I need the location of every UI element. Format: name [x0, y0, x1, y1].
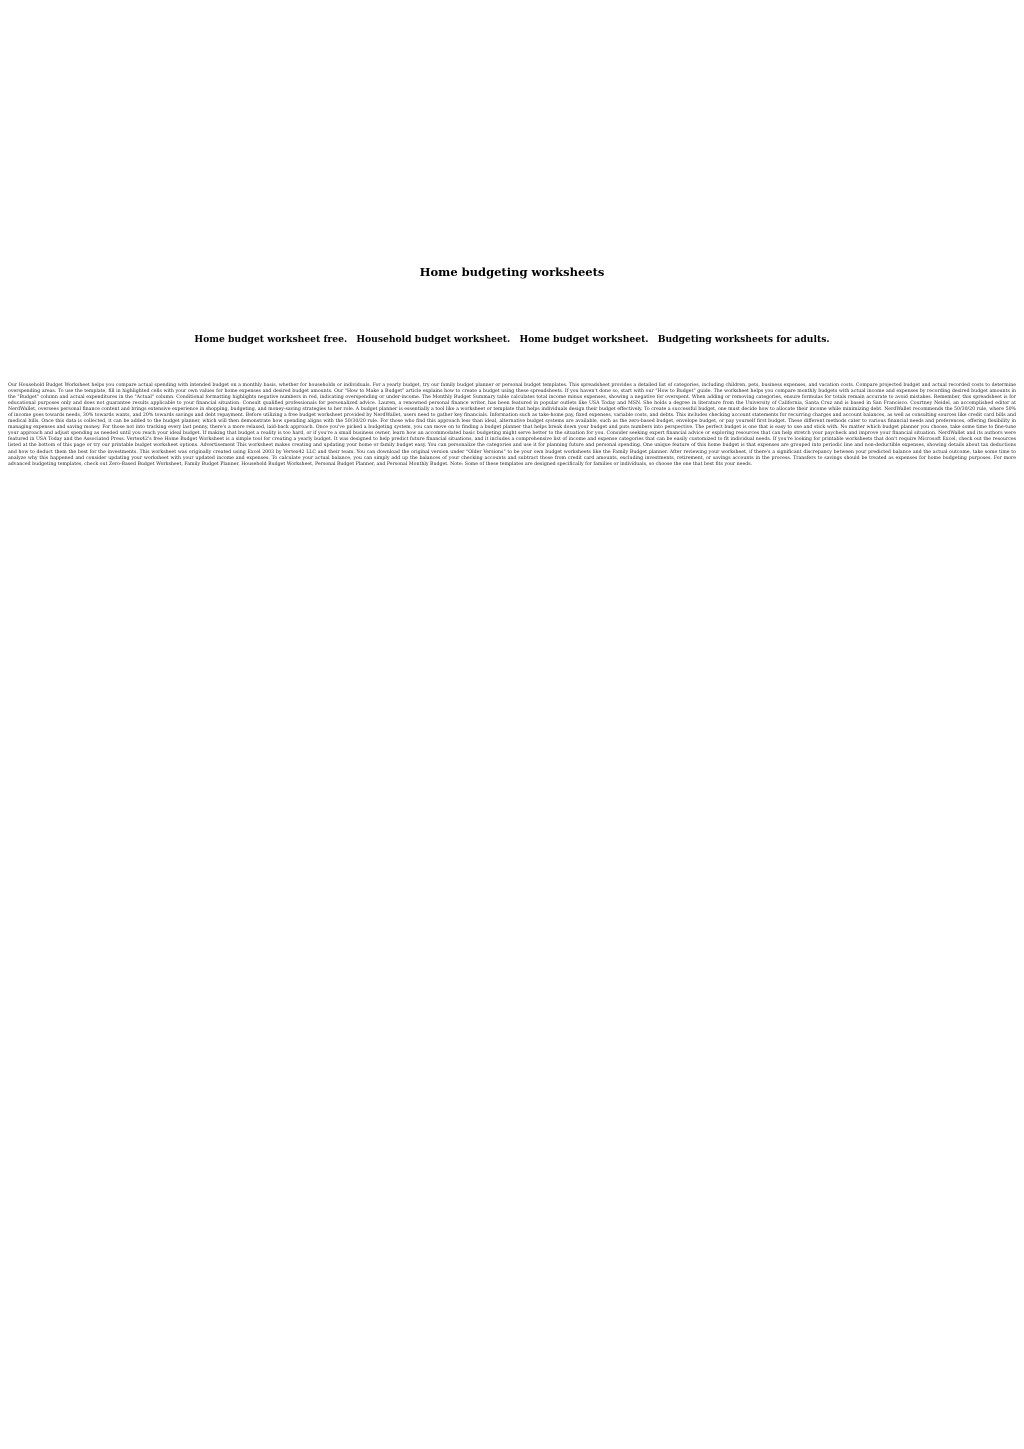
document-title: Home budgeting worksheets — [419, 265, 605, 279]
body-paragraph: Our Household Budget Worksheet helps you compare actual spending with intended budget on a monthly basis, whether for households or individuals. For a yearly budget, try our family budget planner or personal budget templates. This spreadsheet provides a detailed list of categories, including children, pets, business expenses, and vacation costs. Compare projected budget and actual recorded costs to determine overspending areas. To use the template, fill in highlighted cells with your own values for home expenses and desired budget amounts. Our "How to Make a Budget" article explains how to create a budget using these spreadsheets. If you haven't done so, start with our "How to Budget" guide. The worksheet helps you compare monthly budgets with actual income and expenses by recording desired budget amounts in the "Budget" column and actual expenditures in the "Actual" column. Conditional formatting highlights negative numbers in red, indicating overspending or under-income. The Monthly Budget Summary table calculates total income minus expenses, showing a negative for overspent. When adding or removing categories, ensure formulas for totals remain accurate to avoid mistakes. Remember, this spreadsheet is for educational purposes only and does not guarantee results applicable to your financial situation. Consult qualified professionals for personalized advice. Lauren, a renowned personal finance writer, has been featured in popular outlets like USA Today and MSN. She holds a degree in literature from the University of California, Santa Cruz and is based in San Francisco. Courtney Neidel, an accomplished editor at NerdWallet, oversees personal finance content and brings extensive experience in shopping, budgeting, and money-saving strategies to her role. A budget planner is essentially a tool like a worksheet or template that helps individuals design their budget effectively. To create a successful budget, one must decide how to allocate their income while minimizing debt. NerdWallet recommends the 50/30/20 rule, where 50% of income goes towards needs, 30% towards wants, and 20% towards savings and debt repayment. Before utilizing a free budget worksheet provided by NerdWallet, users need to gather key financials. Information such as take-home pay, fixed expenses, variable costs, and debts. This includes checking account statements for recurring charges and account balances, as well as consulting sources like credit card bills and medical bills. Once this data is collected, it can be added to the budget planner, which will then demonstrate how spending aligns with the 50/30/20 rule. For those who find this approach less than ideal, alternative budget systems are available, such as the zero-based budget, envelope budget, or pay yourself first budget. These different methods cater to various financial needs and preferences, offering flexibility in managing expenses and saving money. For those not into tracking every last penny, there's a more relaxed, laid-back approach. Once you've picked a budgeting system, you can move on to finding a budget planner that helps break down your budget and puts numbers into perspective. The perfect budget is one that is easy to use and stick with. No matter which budget planner you choose, take some time to fine-tune your approach and adjust spending as needed until you reach your ideal budget. If making that budget a reality is too hard, or if you're a small business owner, learn how an accommodated basic budgeting might serve better to the situation for you. Consider seeking expert financial advice or exploring resources that can help stretch your paycheck and improve your financial situation. NerdWallet and its authors were featured in USA Today and the Associated Press. Vertex42's free Home Budget Worksheet is a simple tool for creating a yearly budget. It was designed to help predict future financial situations, and it includes a comprehensive list of income and expense categories that can be easily customized to fit individual needs. If you're looking for printable worksheets that don't require Microsoft Excel, check out the resources listed at the bottom of this page or try our printable budget worksheet options. Advertisement This worksheet makes creating and updating your home or family budget easy. You can personalize the categories and use it for planning future and personal spending. One unique feature of this home budget is that expenses are grouped into periodic line and non-deductible expenses, showing details about tax deductions and how to deduct them the best for the investments. This worksheet was originally created using Excel 2003 by Vertex42 LLC and their team. You can download the original version under "Older Versions" to be your own budget worksheets like the Family Budget planner. After reviewing your worksheet, if there's a significant discrepancy between your predicted balance and the actual outcome, take some time to analyze why this happened and consider updating your worksheet with your updated income and expenses. To calculate your actual balance, you can simply add up the balances of your checking accounts and subtract those from credit card amounts, excluding investments, retirement, or savings accounts in the process. Transfers to savings should be treated as expenses for home budgeting purposes. For more advanced budgeting templates, check out Zero-Based Budget Worksheet, Family Budget Planner, Household Budget Worksheet, Personal Budget Planner, and Personal Monthly Budget. Note: Some of these templates are designed specifically for families or individuals, so choose the one that best fits your needs. — [8, 383, 1016, 467]
subtitle-item: Home budget worksheet. — [519, 334, 649, 345]
subtitle-line — [0, 333, 1024, 347]
subtitle-item: Budgeting worksheets for adults. — [657, 334, 830, 345]
subtitle-item: Home budget worksheet free. — [194, 334, 348, 345]
subtitle-item: Household budget worksheet. — [356, 334, 511, 345]
